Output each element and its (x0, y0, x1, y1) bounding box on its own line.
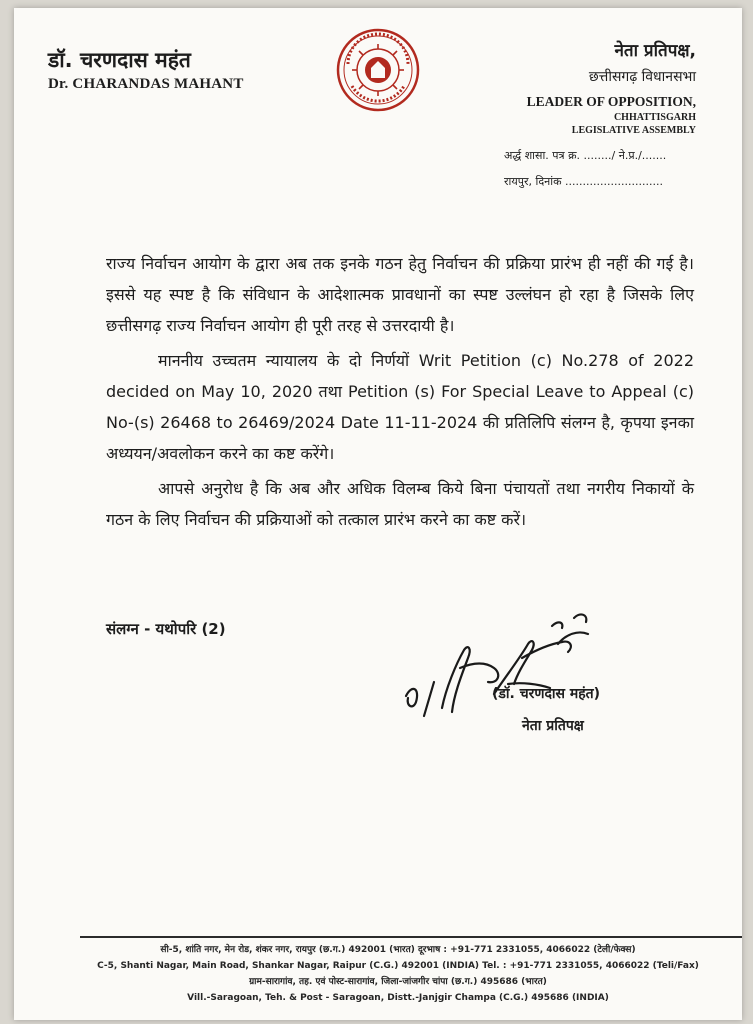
designation-english-line3: LEGISLATIVE ASSEMBLY (571, 125, 696, 136)
letter-page (14, 8, 742, 1020)
footer-line-2: C-5, Shanti Nagar, Main Road, Shankar Nagar, Raipur (C.G.) 492001 (INDIA) Tel. : +91-771 2331055, 4066022 (Teli/Fax) (97, 961, 699, 971)
body-paragraph-3: आपसे अनुरोध है कि अब और अधिक विलम्ब किये बिना पंचायतों तथा नगरीय निकायों के गठन के लिए निर्वाचन की प्रक्रियाओं को तत्काल प्रारंभ करने का कष्ट करें। (106, 479, 694, 529)
signatory-title: नेता प्रतिपक्ष (522, 718, 584, 734)
designation-block (527, 38, 696, 136)
sender-name-hindi: डॉ. चरणदास महंत (48, 48, 191, 72)
signatory-name: (डॉ. चरणदास महंत) (492, 686, 601, 702)
letter-body (106, 248, 694, 535)
footer-line-3: ग्राम-सारागांव, तह. एवं पोस्ट-सारागांव, जिला-जांजगीर चांपा (छ.ग.) 495686 (भारत) (249, 977, 547, 987)
enclosure-note: संलग्न - यथोपरि (2) (106, 620, 226, 638)
designation-hindi-line2: छत्तीसगढ़ विधानसभा (588, 69, 696, 85)
footer-line-4: Vill.-Saragoan, Teh. & Post - Saragoan, Distt.-Janjgir Champa (C.G.) 495686 (INDIA) (187, 993, 609, 1003)
date-line: रायपुर, दिनांक ............................ (504, 175, 663, 188)
handwritten-signature (402, 598, 612, 723)
sender-name-english: Dr. CHARANDAS MAHANT (48, 76, 244, 92)
footer-address (54, 942, 742, 1006)
body-paragraph-2: माननीय उच्चतम न्यायालय के दो निर्णयों Writ Petition (c) No.278 of 2022 decided on May 10, 2020 तथा Petition (s) For Special Leave to Appeal (c) No-(s) 26468 to 26469/2024 Date 11-11-2024 की प्रतिलिपि संलग्न है, कृपया इनका अध्ययन/अवलोकन करने का कष्ट करेंगे। (106, 351, 694, 463)
designation-hindi-line1: नेता प्रतिपक्ष, (614, 41, 696, 61)
reference-number: अर्द्ध शासा. पत्र क्र. ......../ ने.प्र./....... (504, 149, 667, 162)
designation-english-line2: CHHATTISGARH (613, 112, 696, 123)
footer-divider (80, 936, 742, 938)
body-paragraph-1: राज्य निर्वाचन आयोग के द्वारा अब तक इनके गठन हेतु निर्वाचन की प्रक्रिया प्रारंभ ही नहीं की गई है। इससे यह स्पष्ट है कि संविधान के आदेशात्मक प्रावधानों का स्पष्ट उल्लंघन हो रहा है जिसके लिए छत्तीसगढ़ राज्य निर्वाचन आयोग ही पूरी तरह से उत्तरदायी है। (106, 254, 694, 335)
assembly-seal-logo (336, 28, 420, 112)
designation-english-line1: LEADER OF OPPOSITION, (526, 94, 696, 109)
footer-line-1: सी-5, शांति नगर, मेन रोड, शंकर नगर, रायपुर (छ.ग.) 492001 (भारत) दूरभाष : +91-771 2331055, 4066022 (टेली/फेक्स) (160, 945, 636, 955)
